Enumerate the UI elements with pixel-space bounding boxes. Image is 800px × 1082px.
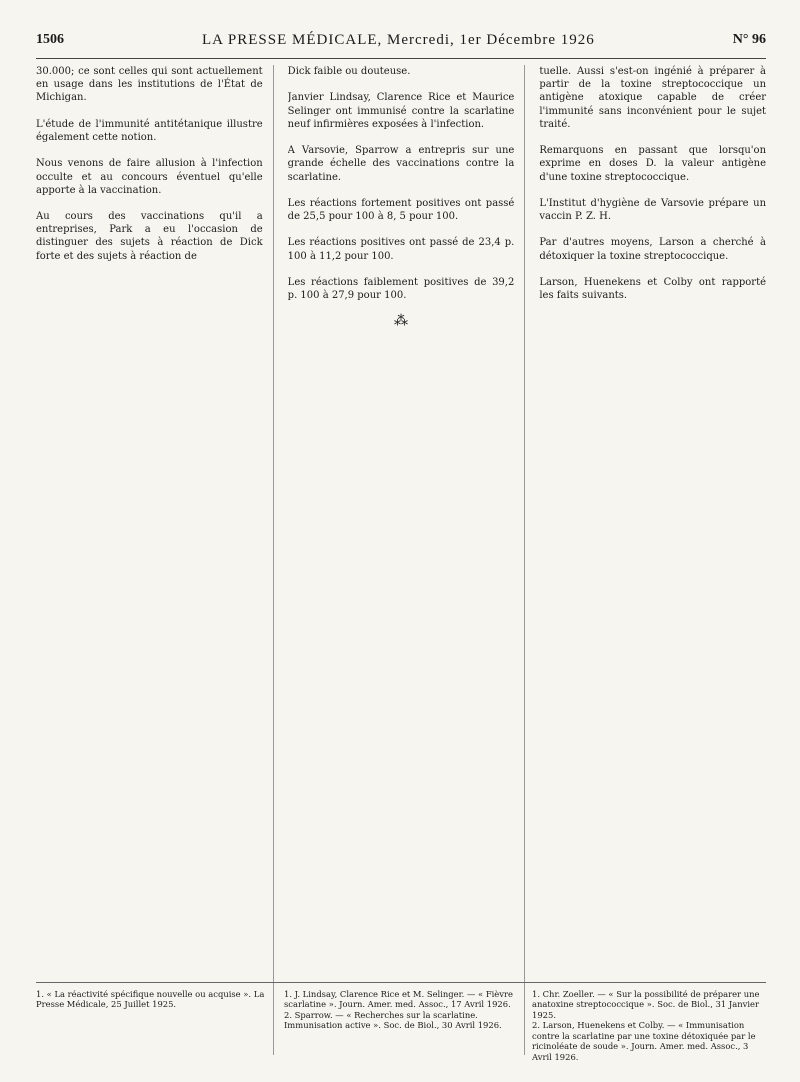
- column-left-text: 30.000; ce sont celles qui sont actuellement en usage dans les institutions de l'État de Michigan. L'étude de l'immunité antitétanique illustre également cette notion. Nous venons de faire allusion à l'infection occulte et au concours éventuel qu'elle apporte à la vaccination. Au cours des vaccinations qu'il a entreprises, Park a eu l'occasion de distinguer des sujets à réaction de Dick forte et des sujets à réaction de: [36, 66, 263, 262]
- footnote-left: 1. « La réactivité spécifique nouvelle ou acquise ». La Presse Médicale, 25 Juillet 1925.: [36, 988, 265, 1009]
- page-number: 1506: [36, 32, 64, 47]
- issue-number: N° 96: [732, 32, 766, 47]
- footnote-middle: 1. J. Lindsay, Clarence Rice et M. Selinger. — « Fièvre scarlatine ». Journ. Amer. med. Assoc., 17 Avril 1926. 2. Sparrow. — « Recherches sur la scarlatine. Immunisation active ». Soc. de Biol., 30 Avril 1926.: [284, 988, 513, 1030]
- column-left: [36, 65, 274, 1055]
- column-right-text: tuelle. Aussi s'est-on ingénié à préparer à partir de la toxine streptococcique un antigène atoxique capable de créer l'immunité sans inconvénient pour le sujet traité. Remarquons en passant que lorsqu'on exprime en doses D. la valeur antigène d'une toxine streptococcique. L'Institut d'hygiène de Varsovie prépare un vaccin P. Z. H. Par d'autres moyens, Larson a cherché à détoxiquer la toxine streptococcique. Larson, Huenekens et Colby ont rapporté les faits suivants.: [539, 66, 767, 302]
- column-right: [539, 65, 766, 1055]
- section-separator: ⁂: [394, 313, 408, 330]
- footnote-right: 1. Chr. Zoeller. — « Sur la possibilité de préparer une anatoxine streptococcique ». Soc. de Biol., 31 Janvier 1925. 2. Larson, Huenekens et Colby. — « Immunisation contre la scarlatine par une toxine détoxiquée par le ricinoléate de soude ». Journ. Amer. med. Assoc., 3 Avril 1926.: [532, 988, 760, 1062]
- footnotes: [36, 982, 766, 1063]
- page-header: [36, 26, 766, 59]
- column-middle-text: Dick faible ou douteuse. Janvier Lindsay, Clarence Rice et Maurice Selinger ont immunisé contre la scarlatine neuf infirmières exposées à l'infection. A Varsovie, Sparrow a entrepris sur une grande échelle des vaccinations contre la scarlatine. Les réactions fortement positives ont passé de 25,5 pour 100 à 8, 5 pour 100. Les réactions positives ont passé de 23,4 p. 100 à 11,2 pour 100. Les réactions faiblement positives de 39,2 p. 100 à 27,9 pour 100.: [287, 66, 515, 302]
- journal-title: LA PRESSE MÉDICALE, Mercredi, 1er Décembre 1926: [202, 31, 595, 48]
- article-columns: [36, 65, 766, 1055]
- column-middle: [288, 65, 526, 1055]
